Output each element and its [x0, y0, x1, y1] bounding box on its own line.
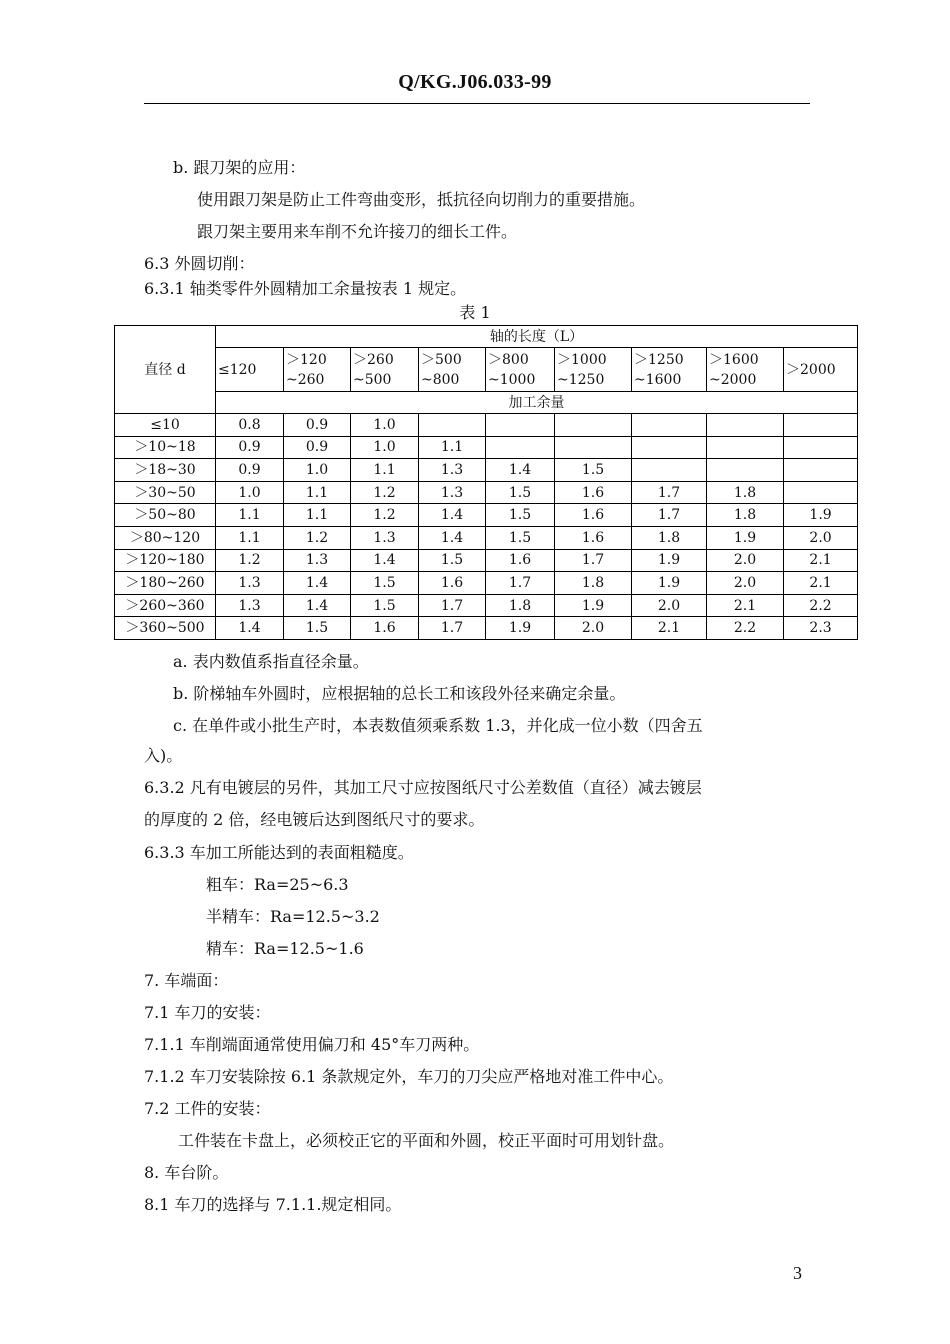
allowance-value-cell [632, 436, 707, 459]
allowance-value-cell: 2.2 [784, 594, 858, 617]
header-rule [144, 103, 810, 104]
allowance-value-cell: 2.0 [555, 617, 632, 640]
length-header: 轴的长度（L） [216, 326, 858, 348]
allowance-value-cell: 2.0 [707, 572, 784, 595]
allowance-value-cell: 1.7 [486, 572, 555, 595]
allowance-value-cell: 2.1 [784, 549, 858, 572]
allowance-value-cell: 1.4 [284, 572, 351, 595]
length-range-cell: ＞1250 ~1600 [632, 348, 707, 392]
allowance-value-cell [632, 414, 707, 437]
allowance-value-cell: 2.2 [707, 617, 784, 640]
diameter-range-cell: ＞360~500 [115, 617, 216, 640]
allowance-value-cell [486, 414, 555, 437]
allowance-value-cell: 1.7 [632, 504, 707, 527]
allowance-value-cell: 1.7 [419, 594, 486, 617]
section-b-paragraph-2: 跟刀架主要用来车削不允许接刀的细长工件。 [197, 222, 518, 241]
allowance-value-cell: 2.1 [632, 617, 707, 640]
allowance-value-cell: 2.0 [784, 526, 858, 549]
allowance-value-cell [784, 414, 858, 437]
diameter-range-cell: ＞18~30 [115, 459, 216, 482]
length-range-cell: ＞800 ~1000 [486, 348, 555, 392]
allowance-value-cell: 1.7 [632, 481, 707, 504]
allowance-value-cell: 1.9 [632, 549, 707, 572]
allowance-value-cell: 1.3 [284, 549, 351, 572]
diameter-range-cell: ＞50~80 [115, 504, 216, 527]
table-row [115, 594, 858, 617]
length-range-cell: ＞1000 ~1250 [555, 348, 632, 392]
allowance-value-cell: 1.2 [351, 504, 419, 527]
allowance-value-cell: 1.3 [351, 526, 419, 549]
allowance-value-cell: 0.9 [284, 414, 351, 437]
page-number: 3 [793, 1263, 802, 1283]
allowance-value-cell: 0.8 [216, 414, 284, 437]
section-7-2-heading: 7.2 工件的安装： [144, 1099, 271, 1118]
allowance-value-cell: 1.5 [284, 617, 351, 640]
allowance-value-cell: 1.4 [419, 526, 486, 549]
allowance-value-cell: 1.7 [419, 617, 486, 640]
section-8-heading: 8. 车台阶。 [144, 1163, 229, 1182]
length-range-cell: ＞2000 [784, 348, 858, 392]
allowance-value-cell: 1.7 [555, 549, 632, 572]
length-range-cell: ＞1600 ~2000 [707, 348, 784, 392]
allowance-value-cell: 1.6 [555, 504, 632, 527]
allowance-value-cell: 1.1 [284, 504, 351, 527]
allowance-value-cell: 1.4 [351, 549, 419, 572]
allowance-value-cell: 1.6 [419, 572, 486, 595]
allowance-value-cell [632, 459, 707, 482]
allowance-value-cell: 1.1 [351, 459, 419, 482]
allowance-value-cell [707, 436, 784, 459]
section-b-title: b. 跟刀架的应用： [173, 158, 306, 177]
diameter-range-cell: ＞30~50 [115, 481, 216, 504]
diameter-range-cell: ＞120~180 [115, 549, 216, 572]
diameter-range-cell: ＞180~260 [115, 572, 216, 595]
allowance-value-cell: 1.0 [284, 459, 351, 482]
diameter-range-cell: ＞10~18 [115, 436, 216, 459]
allowance-value-cell: 2.0 [632, 594, 707, 617]
table-row [115, 526, 858, 549]
allowance-value-cell: 1.9 [707, 526, 784, 549]
allowance-value-cell: 1.3 [216, 572, 284, 595]
document-code: Q/KG.J06.033-99 [398, 71, 552, 93]
table-row [115, 459, 858, 482]
allowance-value-cell: 1.5 [419, 549, 486, 572]
allowance-value-cell: 1.2 [351, 481, 419, 504]
allowance-value-cell [555, 436, 632, 459]
length-range-cell: ＞500 ~800 [419, 348, 486, 392]
allowance-value-cell: 0.9 [216, 459, 284, 482]
allowance-value-cell: 1.1 [284, 481, 351, 504]
table-row [115, 617, 858, 640]
note-a: a. 表内数值系指直径余量。 [173, 652, 369, 671]
allowance-value-cell: 1.4 [419, 504, 486, 527]
allowance-value-cell: 1.1 [216, 504, 284, 527]
allowance-value-cell: 1.9 [555, 594, 632, 617]
allowance-value-cell: 1.5 [351, 594, 419, 617]
allowance-value-cell: 1.2 [284, 526, 351, 549]
allowance-value-cell [784, 459, 858, 482]
allowance-value-cell [419, 414, 486, 437]
allowance-value-cell: 2.1 [707, 594, 784, 617]
table-row [115, 572, 858, 595]
allowance-table [114, 325, 858, 640]
section-7-1-heading: 7.1 车刀的安装： [144, 1003, 271, 1022]
allowance-value-cell: 1.5 [486, 481, 555, 504]
allowance-value-cell: 1.4 [284, 594, 351, 617]
note-c-line-1: c. 在单件或小批生产时，本表数值须乘系数 1.3，并化成一位小数（四舍五 [173, 716, 703, 735]
diameter-range-cell: ＞80~120 [115, 526, 216, 549]
allowance-value-cell: 1.8 [632, 526, 707, 549]
section-8-1-text: 8.1 车刀的选择与 7.1.1.规定相同。 [144, 1195, 402, 1214]
note-c-line-2: 入)。 [144, 746, 183, 765]
section-7-1-2-text: 7.1.2 车刀安装除按 6.1 条款规定外，车刀的刀尖应严格地对准工件中心。 [144, 1067, 674, 1086]
allowance-value-cell: 1.9 [784, 504, 858, 527]
section-6-3-1-text: 6.3.1 轴类零件外圆精加工余量按表 1 规定。 [144, 279, 467, 298]
allowance-value-cell [784, 436, 858, 459]
allowance-value-cell: 1.0 [216, 481, 284, 504]
allowance-value-cell: 1.8 [486, 594, 555, 617]
allowance-value-cell: 1.5 [351, 572, 419, 595]
section-6-3-2-line-2: 的厚度的 2 倍，经电镀后达到图纸尺寸的要求。 [144, 810, 485, 829]
allowance-value-cell: 1.5 [486, 526, 555, 549]
section-6-3-3-heading: 6.3.3 车加工所能达到的表面粗糙度。 [144, 843, 414, 862]
allowance-value-cell: 1.6 [555, 481, 632, 504]
allowance-value-cell: 1.2 [216, 549, 284, 572]
section-7-heading: 7. 车端面： [144, 971, 229, 990]
allowance-value-cell [486, 436, 555, 459]
allowance-value-cell: 1.3 [419, 481, 486, 504]
section-6-3-2-line-1: 6.3.2 凡有电镀层的另件，其加工尺寸应按图纸尺寸公差数值（直径）减去镀层 [144, 778, 702, 797]
diameter-header: 直径 d [115, 326, 216, 414]
allowance-value-cell: 1.3 [216, 594, 284, 617]
section-7-2-paragraph: 工件装在卡盘上，必须校正它的平面和外圆，校正平面时可用划针盘。 [178, 1131, 675, 1150]
allowance-value-cell: 2.0 [707, 549, 784, 572]
allowance-value-cell: 1.8 [555, 572, 632, 595]
table-row [115, 414, 858, 437]
allowance-value-cell: 1.4 [486, 459, 555, 482]
allowance-value-cell [707, 459, 784, 482]
roughness-rough-turning: 粗车：Ra=25~6.3 [206, 875, 349, 894]
allowance-value-cell: 1.1 [419, 436, 486, 459]
allowance-value-cell: 1.6 [486, 549, 555, 572]
allowance-value-cell: 1.5 [486, 504, 555, 527]
diameter-range-cell: ≤10 [115, 414, 216, 437]
allowance-value-cell [707, 414, 784, 437]
table-row [115, 504, 858, 527]
allowance-value-cell: 1.1 [216, 526, 284, 549]
table-caption: 表 1 [459, 303, 491, 322]
allowance-value-cell: 1.0 [351, 414, 419, 437]
diameter-range-cell: ＞260~360 [115, 594, 216, 617]
allowance-value-cell: 1.9 [632, 572, 707, 595]
allowance-value-cell: 1.5 [555, 459, 632, 482]
allowance-value-cell: 0.9 [216, 436, 284, 459]
allowance-value-cell: 1.8 [707, 481, 784, 504]
allowance-value-cell: 1.0 [351, 436, 419, 459]
allowance-value-cell: 2.3 [784, 617, 858, 640]
length-range-cell: ＞120 ~260 [284, 348, 351, 392]
section-b-paragraph-1: 使用跟刀架是防止工件弯曲变形，抵抗径向切削力的重要措施。 [197, 190, 646, 209]
roughness-finish: 精车：Ra=12.5~1.6 [206, 939, 364, 958]
allowance-value-cell [555, 414, 632, 437]
allowance-value-cell: 1.6 [351, 617, 419, 640]
allowance-value-cell [784, 481, 858, 504]
allowance-value-cell: 0.9 [284, 436, 351, 459]
note-b: b. 阶梯轴车外圆时，应根据轴的总长工和该段外径来确定余量。 [173, 684, 626, 703]
roughness-semi-finish: 半精车：Ra=12.5~3.2 [206, 907, 380, 926]
allowance-value-cell: 1.8 [707, 504, 784, 527]
allowance-value-cell: 1.6 [555, 526, 632, 549]
length-range-cell: ≤120 [216, 348, 284, 392]
allowance-value-cell: 1.4 [216, 617, 284, 640]
section-6-3-heading: 6.3 外圆切削： [144, 254, 255, 273]
allowance-header: 加工余量 [216, 392, 858, 414]
table-row [115, 549, 858, 572]
table-row [115, 436, 858, 459]
length-range-cell: ＞260 ~500 [351, 348, 419, 392]
length-range-row [115, 348, 858, 392]
allowance-value-cell: 1.3 [419, 459, 486, 482]
section-7-1-1-text: 7.1.1 车削端面通常使用偏刀和 45°车刀两种。 [144, 1035, 480, 1054]
allowance-value-cell: 1.9 [486, 617, 555, 640]
table-row [115, 481, 858, 504]
allowance-value-cell: 2.1 [784, 572, 858, 595]
